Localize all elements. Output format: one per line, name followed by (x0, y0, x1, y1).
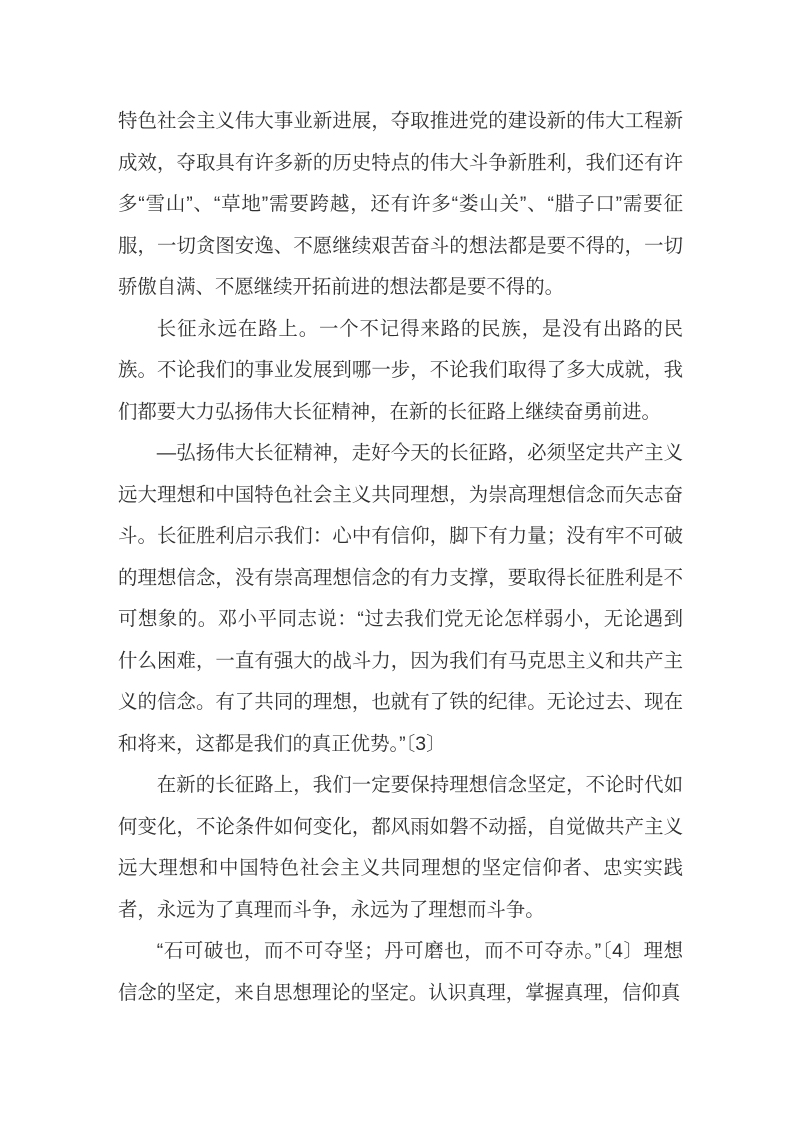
paragraph: 特色社会主义伟大事业新进展，夺取推进党的建设新的伟大工程新成效，夺取具有许多新的历史特点的伟大斗争新胜利，我们还有许多“雪山”、“草地”需要跨越，还有许多“娄山关”、“腊子口”需要征服，一切贪图安逸、不愿继续艰苦奋斗的想法都是要不得的，一切骄傲自满、不愿继续开拓前进的想法都是要不得的。 (118, 110, 683, 298)
paragraph: 在新的长征路上，我们一定要保持理想信念坚定，不论时代如何变化，不论条件如何变化，都风雨如磐不动摇，自觉做共产主义远大理想和中国特色社会主义共同理想的坚定信仰者、忠实实践者，永远为了真理而斗争，永远为了理想而斗争。 (118, 774, 683, 921)
paragraph: “石可破也，而不可夺坚；丹可磨也，而不可夺赤。”〔4〕理想信念的坚定，来自思想理论的坚定。认识真理，掌握真理，信仰真 (118, 940, 683, 1004)
document-page (118, 101, 683, 1014)
paragraph: 长征永远在路上。一个不记得来路的民族，是没有出路的民族。不论我们的事业发展到哪一步，不论我们取得了多大成就，我们都要大力弘扬伟大长征精神，在新的长征路上继续奋勇前进。 (118, 317, 683, 423)
paragraph: —弘扬伟大长征精神，走好今天的长征路，必须坚定共产主义远大理想和中国特色社会主义共同理想，为崇高理想信念而矢志奋斗。长征胜利启示我们：心中有信仰，脚下有力量；没有牢不可破的理想信念，没有崇高理想信念的有力支撑，要取得长征胜利是不可想象的。邓小平同志说：“过去我们党无论怎样弱小，无论遇到什么困难，一直有强大的战斗力，因为我们有马克思主义和共产主义的信念。有了共同的理想，也就有了铁的纪律。无论过去、现在和将来，这都是我们的真正优势。”〔3〕 (118, 442, 683, 755)
